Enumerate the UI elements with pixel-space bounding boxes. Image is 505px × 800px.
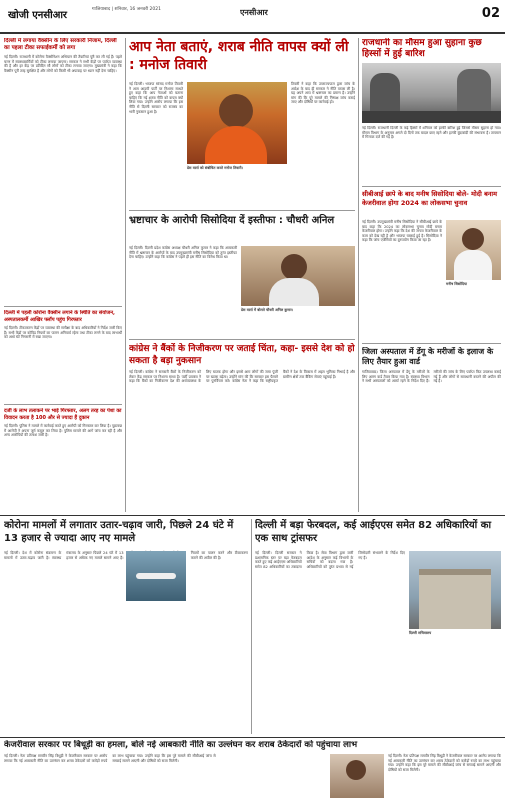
headline: केजरीवाल सरकार पर बिधूड़ी का हमला, बोले नई आबकारी नीति का उल्लंघन कर शराब ठेकेदारों को पहुंचाया लाभ xyxy=(4,740,358,750)
tree-silhouette-2 xyxy=(457,69,491,113)
body-text: नई दिल्ली। उपमुख्यमंत्री मनीष सिसोदिया ने सीबीआई छापे के बाद कहा कि 2024 का लोकसभा चुनाव मोदी बनाम केजरीवाल होगा। उन्होंने कहा कि देश की जनता केजरीवाल के काम को देख रही है और भाजपा घबराई हुई है। सिसोदिया ने कहा कि जांच एजेंसियों का दुरुपयोग किया जा रहा है। xyxy=(362,220,442,243)
dateline: गाजियाबाद | शनिवार, 16 जनवरी 2021 xyxy=(92,7,161,12)
cbi-photo xyxy=(446,220,501,280)
body-text: नई दिल्ली। दिल्ली सरकार ने प्रशासनिक स्तर पर बड़ा फेरबदल करते हुए कई आईएएस अधिकारियों समेत 82 अधिकारियों का तबादला किया है। सेवा विभाग द्वारा जारी आदेश के अनुसार कई विभागों के सचिवों को बदला गया है। अधिकारियों को तुरंत प्रभाव से नई जिम्मेदारी संभालने के निर्देश दिए गए हैं। xyxy=(255,551,405,569)
person-body xyxy=(269,278,319,306)
headline: कांग्रेस ने बैंकों के निजीकरण पर जताई चिंता, कहा- इससे देश को हो सकता है बड़ा नुकसान xyxy=(129,344,355,366)
bidhuri-photo xyxy=(330,754,384,798)
body-text: नई दिल्ली। देश में कोरोना संक्रमण के मामलों में उतार-चढ़ाव जारी है। स्वास्थ्य मंत्रालय के अनुसार पिछले 24 घंटे में 13 हजार से अधिक नए मामले सामने आए हैं। नियमों का पालन करने और टीकाकरण कराने की अपील की है। xyxy=(4,551,248,560)
building-photo xyxy=(409,551,501,629)
body-text: नई दिल्ली। कांग्रेस ने सरकारी बैंकों के निजीकरण को लेकर केंद्र सरकार पर निशाना साधा है। पार्टी प्रवक्ता ने कहा कि बैंकों का निजीकरण देश की अर्थव्यवस्था के लिए घातक होगा और इससे आम लोगों की जमा पूंजी पर खतरा बढ़ेगा। उन्होंने मांग की कि सरकार इस फैसले पर पुनर्विचार करे। कांग्रेस नेता ने कहा कि राष्ट्रीयकृत बैंकों ने देश के विकास में अहम भूमिका निभाई है और ग्रामीण क्षेत्रों तक बैंकिंग सेवाएं पहुंचाई हैं। xyxy=(129,370,355,384)
section-title: एनसीआर xyxy=(240,8,268,17)
page-number: 02 xyxy=(481,6,500,21)
headline: दिल्ली में बड़ा फेरबदल, कई आईएएस समेत 82 अधिकारियों का एक साथ ट्रांसफर xyxy=(255,520,492,544)
brand-logo: खोजी एनसीआर xyxy=(8,10,68,21)
headline: कोरोना मामलों में लगातार उतार-चढ़ाव जारी, पिछले 24 घंटे में 13 हजार से ज्यादा आए नए मामले xyxy=(4,520,234,544)
body-text: नई दिल्ली। नेता प्रतिपक्ष रामवीर सिंह बिधूड़ी ने केजरीवाल सरकार पर आरोप लगाया कि नई आबकारी नीति का उल्लंघन कर शराब ठेकेदारों को करोड़ों रुपये का लाभ पहुंचाया गया। उन्होंने कहा कि इस पूरे मामले की सीबीआई जांच से सच्चाई सामने आएगी और दोषियों को सजा मिलेगी। xyxy=(4,754,216,763)
story-left-top xyxy=(4,38,122,303)
bidhuri-story xyxy=(4,740,501,798)
photo-caption: दिल्ली सचिवालय xyxy=(409,631,432,635)
corona-photo xyxy=(126,551,186,601)
body-text: नई दिल्ली। राजधानी में कोरोना वैक्सीनेशन अभियान की तैयारियां पूरी कर ली गई हैं। पहले चरण में स्वास्थ्यकर्मियों को टीका लगाया जाएगा। सरकार ने सभी केंद्रों पर पर्याप्त व्यवस्था की है और हर केंद्र पर प्रतिदिन सौ लोगों को टीका लगाया जाएगा। मुख्यमंत्री ने कहा कि वैक्सीन पूरी तरह सुरक्षित है और लोगों को किसी भी अफवाह पर ध्यान नहीं देना चाहिए। xyxy=(4,55,122,73)
story-left-bottom xyxy=(4,408,122,512)
sisodia-photo xyxy=(241,246,355,306)
banks-story xyxy=(129,343,355,513)
body-text: नई दिल्ली। पुलिस ने मामले में कार्रवाई करते हुए आरोपी को गिरफ्तार कर लिया है। पूछताछ में आरोपी ने अपना जुर्म कबूल कर लिया है। पुलिस मामले की आगे जांच कर रही है और अन्य आरोपियों की तलाश जारी है। xyxy=(4,424,122,438)
person-icon xyxy=(346,760,366,780)
masthead xyxy=(0,0,505,34)
headline: सीबीआई छापे के बाद मनीष सिसोदिया बोले- मोदी बनाम केजरीवाल होगा 2024 का लोकसभा चुनाव xyxy=(362,190,497,207)
cbi-story xyxy=(362,190,501,340)
photo-caption: प्रेस वार्ता में बोलते चौधरी अनिल कुमार। xyxy=(241,308,294,312)
lead-body-2: तिवारी ने कहा कि उपराज्यपाल द्वारा जांच के आदेश के बाद ही सरकार ने नीति वापस ली है। यह अपने आप में भ्रष्टाचार का प्रमाण है। उन्होंने मांग की कि पूरे मामले की निष्पक्ष जांच कराई जाए और दोषियों पर कार्रवाई हो। xyxy=(291,82,355,105)
building-icon xyxy=(419,569,491,629)
sisodia-resign-story xyxy=(129,214,355,336)
headline: भ्रष्टाचार के आरोपी सिसोदिया दें इस्तीफा : चौधरी अनिल xyxy=(129,215,335,226)
body-1: नई दिल्ली। दिल्ली प्रदेश कांग्रेस अध्यक्ष चौधरी अनिल कुमार ने कहा कि आबकारी नीति में भ्रष्टाचार के आरोपों के बाद उपमुख्यमंत्री मनीष सिसोदिया को तुरंत इस्तीफा देना चाहिए। उन्होंने कहा कि कांग्रेस ने पहले ही इस नीति का विरोध किया था। xyxy=(129,246,237,260)
person-body xyxy=(205,126,267,164)
body-text: नई दिल्ली। टीकाकरण केंद्रों पर व्यवस्था की समीक्षा के बाद अधिकारियों ने निर्देश जारी किए हैं। सभी केंद्रों पर कोविड नियमों का पालन अनिवार्य रहेगा तथा टीका लगने के बाद लाभार्थी को आधे घंटे निगरानी में रखा जाएगा। xyxy=(4,326,122,340)
tree-silhouette xyxy=(370,73,400,113)
headline: दिल्ली में पहली कोरोना वैक्सीन लगाने के स्थिति का संयोजन, अस्पतालकर्मी आखिर फ्लॉप पहुंच गिरफ्तार xyxy=(4,310,115,323)
weather-story xyxy=(362,38,501,183)
dengue-story xyxy=(362,347,501,512)
person-body xyxy=(454,250,492,280)
lead-photo-caption: प्रेस वार्ता को संबोधित करते मनोज तिवारी। xyxy=(187,166,243,170)
ias-transfer-story xyxy=(255,519,501,734)
lead-body-1: नई दिल्ली। भाजपा सांसद मनोज तिवारी ने आम आदमी पार्टी पर निशाना साधते हुए कहा कि आप नेताओं को बताना चाहिए कि नई शराब नीति को वापस क्यों लिया गया। उन्होंने आरोप लगाया कि इस नीति से दिल्ली सरकार को राजस्व का भारी नुकसान हुआ है। xyxy=(129,82,183,114)
person-icon xyxy=(462,228,484,250)
weather-photo xyxy=(362,63,501,123)
lead-story xyxy=(129,38,355,208)
body-text-2: नई दिल्ली। नेता प्रतिपक्ष रामवीर सिंह बिधूड़ी ने केजरीवाल सरकार पर आरोप लगाया कि नई आबकारी नीति का उल्लंघन कर शराब ठेकेदारों को करोड़ों रुपये का लाभ पहुंचाया गया। उन्होंने कहा कि इस पूरे मामले की सीबीआई जांच से सच्चाई सामने आएगी और दोषियों को सजा मिलेगी। xyxy=(388,754,501,772)
road xyxy=(362,111,501,123)
person-icon xyxy=(219,94,253,128)
weather-headline: राजधानी का मौसम हुआ सुहाना कुछ हिस्सों में हुई बारिश xyxy=(362,38,482,59)
body-text: गाजियाबाद। जिला अस्पताल में डेंगू के मरीजों के लिए अलग वार्ड तैयार किया गया है। स्वास्थ्य विभाग ने सभी अस्पतालों को अलर्ट रहने के निर्देश दिए हैं। मरीजों की जांच के लिए पर्याप्त किट उपलब्ध कराई गई हैं और लोगों से सावधानी बरतने की अपील की गई है। xyxy=(362,370,501,384)
headline: जिला अस्पताल में डेंगू के मरीजों के इलाज के लिए तैयार हुआ वार्ड xyxy=(362,347,494,366)
corona-story xyxy=(4,519,248,734)
lead-photo xyxy=(187,82,287,164)
headline: दिल्ली में लगाया वैक्सीन के लिए सरकारी निजाम, दिल्ली का पहला टीका सफाईकर्मी को लगा xyxy=(4,38,117,51)
lead-headline: आप नेता बताएं, शराब नीति वापस क्यों ली : मनोज तिवारी xyxy=(129,39,349,73)
weather-body: नई दिल्ली। राजधानी दिल्ली के कई हिस्सों में शनिवार को हल्की बारिश हुई जिससे मौसम सुहाना हो गया। मौसम विभाग के अनुसार अगले दो दिनों तक बादल छाए रहने और हल्की बूंदाबांदी की संभावना है। तापमान में गिरावट दर्ज की गई है। xyxy=(362,126,501,140)
photo-caption: मनीष सिसोदिया xyxy=(446,282,467,286)
headline: दर्जी के लाभ तलाकने पर भाई गिरफ्तार, अलग तरह का पेशा का विवादन करता है 100 और से ज्यादा हैं दुकान xyxy=(4,408,122,421)
story-left-mid xyxy=(4,310,122,402)
syringe-icon xyxy=(136,573,176,579)
person-icon xyxy=(281,254,307,280)
